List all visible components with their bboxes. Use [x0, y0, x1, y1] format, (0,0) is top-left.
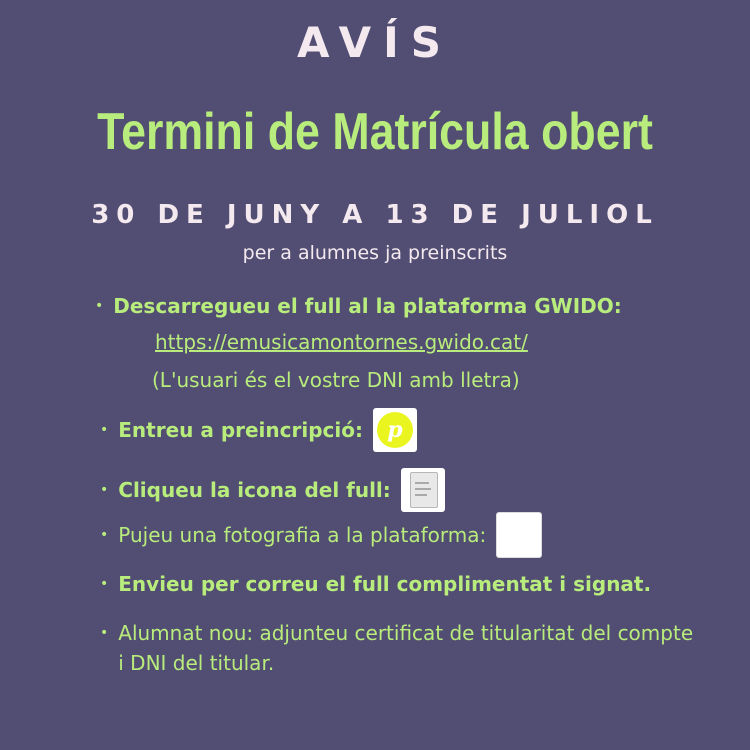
list-item-text: Descarregueu el full al la plataforma GWIDO:	[113, 294, 622, 318]
preinscription-p-icon[interactable]	[373, 408, 417, 452]
bullet-dot: •	[100, 482, 109, 498]
bullet-dot: •	[100, 422, 109, 438]
p-letter: p	[377, 412, 413, 448]
list-item-click-sheet	[100, 468, 445, 512]
bullet-dot: •	[100, 625, 109, 641]
document-sheet-icon[interactable]	[401, 468, 445, 512]
list-item-download	[95, 294, 622, 318]
list-item-text: Pujeu una fotografia a la plataforma:	[118, 523, 487, 547]
list-item-text: Entreu a preincripció:	[118, 418, 363, 442]
sheet-line	[415, 488, 431, 490]
bullet-dot: •	[95, 298, 104, 314]
list-item-send-email	[100, 572, 651, 596]
date-range: 30 DE JUNY A 13 DE JULIOL	[91, 200, 659, 230]
page-title: Termini de Matrícula obert	[97, 103, 653, 161]
list-item-text: Alumnat nou: adjunteu certificat de titularitat del compte i DNI del titular.	[118, 621, 694, 675]
user-note: (L'usuari és el vostre DNI amb lletra)	[152, 368, 520, 392]
subtitle: per a alumnes ja preinscrits	[242, 242, 508, 264]
blank-upload-icon[interactable]	[496, 512, 542, 558]
list-item-upload-photo	[100, 512, 542, 558]
list-item-text: Envieu per correu el full complimentat i signat.	[118, 572, 652, 596]
list-item-new-students	[100, 618, 700, 678]
notice-heading: AVÍS	[296, 18, 454, 67]
gwido-link[interactable]: https://emusicamontornes.gwido.cat/	[155, 330, 528, 354]
bullet-dot: •	[100, 527, 109, 543]
list-item-text: Cliqueu la icona del full:	[118, 478, 391, 502]
bullet-dot: •	[100, 576, 109, 592]
sheet-line	[415, 482, 429, 484]
sheet-line	[415, 494, 427, 496]
list-item-preinscription	[100, 408, 417, 452]
sheet-shape	[410, 472, 438, 508]
